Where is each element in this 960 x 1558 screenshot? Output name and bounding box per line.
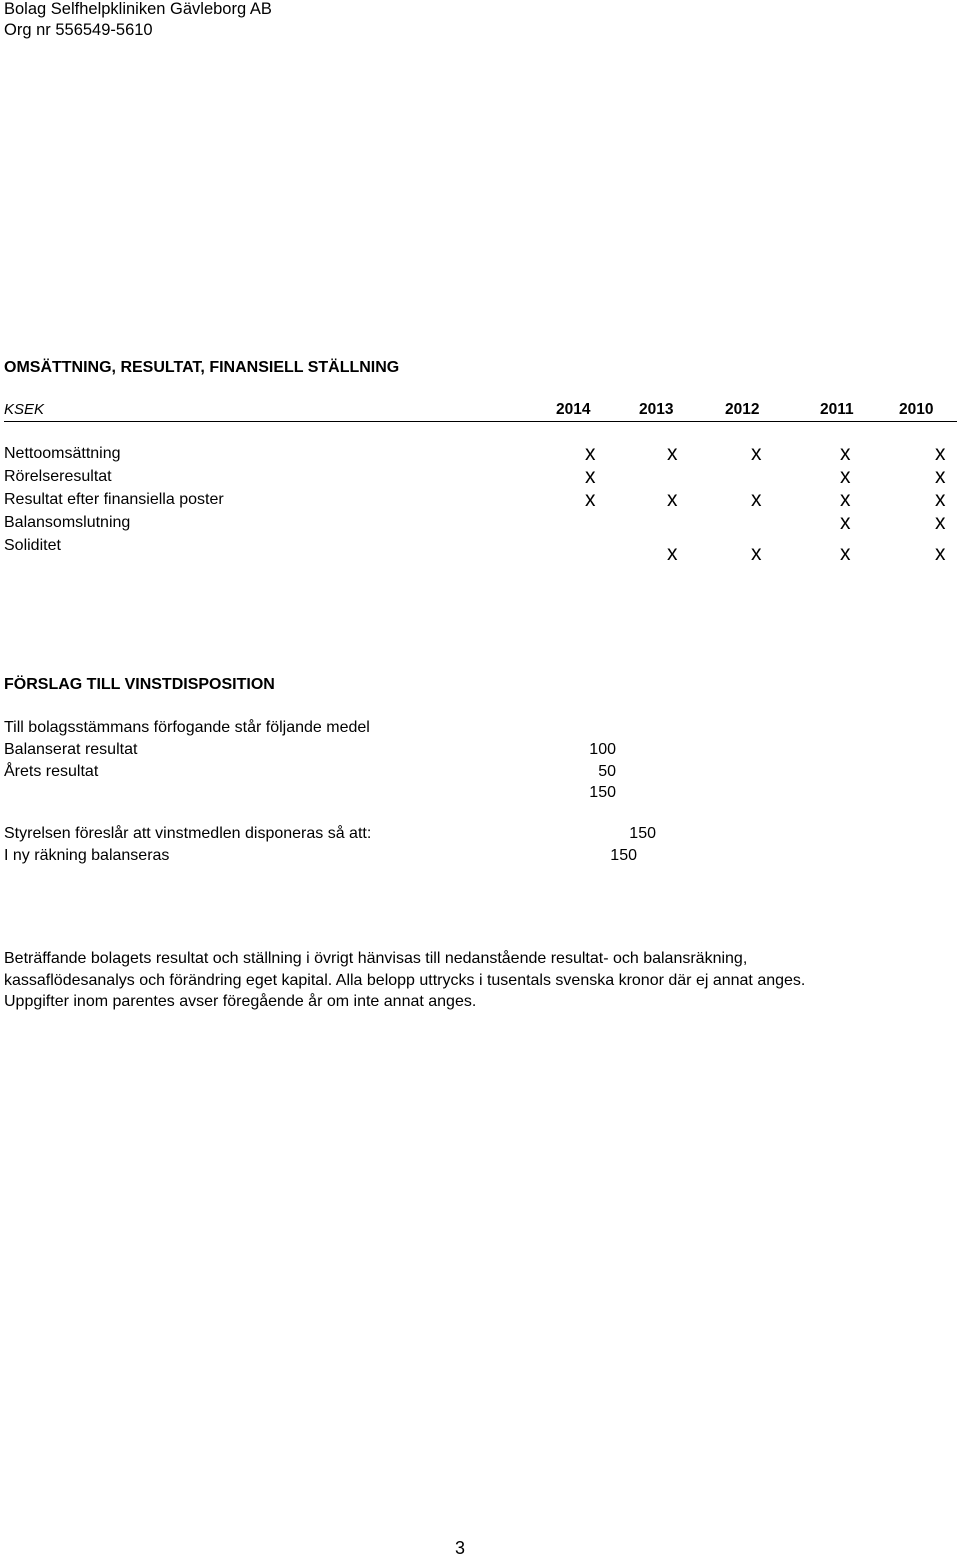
table-cell: x xyxy=(840,465,851,488)
table-cell: x xyxy=(840,511,851,534)
table-cell: x xyxy=(840,442,851,465)
styrelsen-label: Styrelsen föreslår att vinstmedlen disponeras så att: xyxy=(4,825,372,842)
table-cell: x xyxy=(840,488,851,511)
table-cell: x xyxy=(935,465,946,488)
footer-text-line: Uppgifter inom parentes avser föregående år om inte annat anges. xyxy=(4,993,477,1010)
row-label: Balansomslutning xyxy=(4,514,131,531)
row-label: Soliditet xyxy=(4,537,61,554)
styrelsen-value: 150 xyxy=(629,825,656,842)
table-cell: x xyxy=(751,442,762,465)
table-cell: x xyxy=(751,542,762,565)
company-name: Bolag Selfhelpkliniken Gävleborg AB xyxy=(4,0,272,18)
table-cell: x xyxy=(935,442,946,465)
table-cell: x xyxy=(667,488,678,511)
year-header-2011: 2011 xyxy=(820,401,854,418)
row-label: Nettoomsättning xyxy=(4,445,121,462)
table-cell: x xyxy=(840,542,851,565)
ny-rakning-label: I ny räkning balanseras xyxy=(4,847,170,864)
footer-text-line: kassaflödesanalys och förändring eget kapital. Alla belopp uttrycks i tusentals svenska kronor där ej annat anges. xyxy=(4,972,806,989)
sum-value: 150 xyxy=(589,784,616,801)
table-cell: x xyxy=(585,442,596,465)
balanserat-value: 100 xyxy=(589,741,616,758)
balanserat-label: Balanserat resultat xyxy=(4,741,138,758)
table-cell: x xyxy=(935,488,946,511)
ny-rakning-value: 150 xyxy=(610,847,637,864)
org-number: Org nr 556549-5610 xyxy=(4,21,153,39)
year-header-2010: 2010 xyxy=(899,401,934,418)
row-label: Rörelseresultat xyxy=(4,468,112,485)
year-header-2013: 2013 xyxy=(639,401,674,418)
table-cell: x xyxy=(935,542,946,565)
disposition-intro: Till bolagsstämmans förfogande står följande medel xyxy=(4,719,370,736)
table-cell: x xyxy=(667,442,678,465)
year-header-2014: 2014 xyxy=(556,401,591,418)
table-cell: x xyxy=(751,488,762,511)
table-cell: x xyxy=(585,465,596,488)
table-cell: x xyxy=(935,511,946,534)
table-cell: x xyxy=(585,488,596,511)
footer-text-line: Beträffande bolagets resultat och ställning i övrigt hänvisas till nedanstående resultat- och balansräkning, xyxy=(4,950,748,967)
table-cell: x xyxy=(667,542,678,565)
header-divider xyxy=(4,421,957,422)
arets-label: Årets resultat xyxy=(4,763,99,780)
unit-label: KSEK xyxy=(4,401,45,418)
arets-value: 50 xyxy=(598,763,616,780)
page-number: 3 xyxy=(455,1538,466,1558)
year-header-2012: 2012 xyxy=(725,401,760,418)
disposition-heading: FÖRSLAG TILL VINSTDISPOSITION xyxy=(4,676,275,693)
row-label: Resultat efter finansiella poster xyxy=(4,491,224,508)
overview-heading: OMSÄTTNING, RESULTAT, FINANSIELL STÄLLNING xyxy=(4,359,400,376)
